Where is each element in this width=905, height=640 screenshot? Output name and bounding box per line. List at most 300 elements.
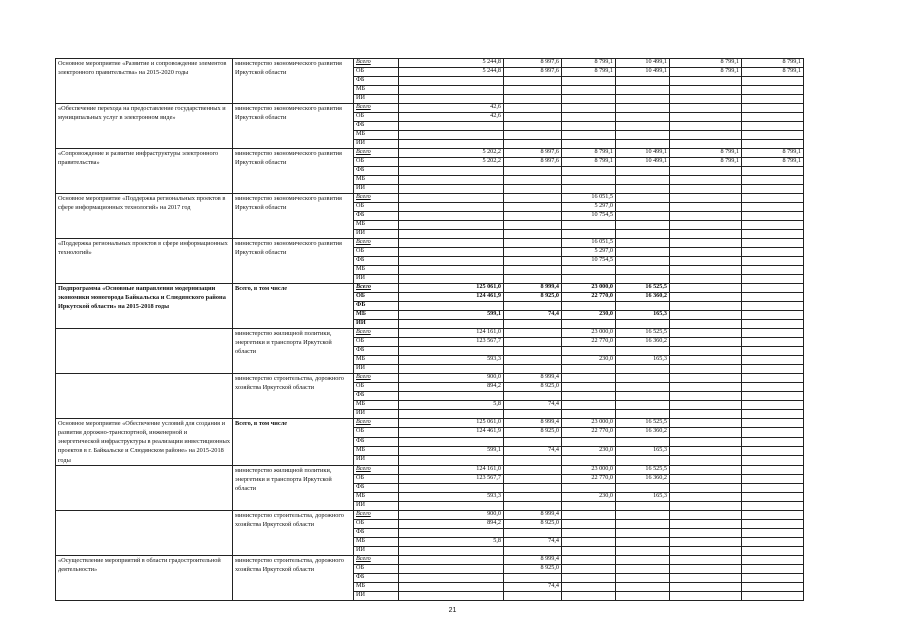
amount-cell <box>504 239 562 248</box>
funding-source-cell: ФБ <box>354 302 399 311</box>
table-row <box>56 59 804 68</box>
amount-cell: 22 770,0 <box>562 474 616 483</box>
amount-cell: 8 997,6 <box>504 68 562 77</box>
amount-cell <box>670 537 742 546</box>
amount-cell: 8 799,1 <box>562 149 616 158</box>
amount-cell <box>562 528 616 537</box>
table-row <box>56 329 804 338</box>
amount-cell: 42,6 <box>399 104 504 113</box>
funding-source-cell: ИИ <box>354 320 399 329</box>
amount-cell <box>616 573 670 582</box>
amount-cell <box>742 338 804 347</box>
funding-source-cell: МБ <box>354 311 399 320</box>
funding-source-cell: ОБ <box>354 248 399 257</box>
funding-source-cell: МБ <box>354 176 399 185</box>
amount-cell <box>616 203 670 212</box>
amount-cell: 900,0 <box>399 374 504 383</box>
amount-cell <box>504 248 562 257</box>
amount-cell: 74,4 <box>504 401 562 410</box>
amount-cell: 74,4 <box>504 537 562 546</box>
amount-cell <box>742 492 804 501</box>
amount-cell <box>399 275 504 284</box>
amount-cell: 8 799,1 <box>742 158 804 167</box>
table-row <box>56 149 804 158</box>
amount-cell: 123 567,7 <box>399 474 504 483</box>
amount-cell: 22 770,0 <box>562 293 616 302</box>
amount-cell: 8 925,0 <box>504 564 562 573</box>
amount-cell <box>399 257 504 266</box>
amount-cell <box>562 374 616 383</box>
funding-source-cell: Всего <box>354 465 399 474</box>
amount-cell: 8 925,0 <box>504 428 562 437</box>
amount-cell: 22 770,0 <box>562 338 616 347</box>
amount-cell: 8 925,0 <box>504 519 562 528</box>
amount-cell <box>562 410 616 419</box>
amount-cell <box>616 86 670 95</box>
amount-cell <box>562 95 616 104</box>
amount-cell <box>616 212 670 221</box>
amount-cell <box>562 77 616 86</box>
amount-cell: 125 061,0 <box>399 284 504 293</box>
amount-cell <box>504 392 562 401</box>
amount-cell <box>562 86 616 95</box>
amount-cell <box>670 212 742 221</box>
amount-cell <box>742 266 804 275</box>
funding-source-cell: Всего <box>354 149 399 158</box>
amount-cell <box>742 248 804 257</box>
amount-cell: 10 754,5 <box>562 257 616 266</box>
funding-source-cell: Всего <box>354 419 399 428</box>
amount-cell <box>616 95 670 104</box>
amount-cell <box>399 392 504 401</box>
amount-cell <box>742 474 804 483</box>
amount-cell <box>670 167 742 176</box>
amount-cell <box>399 185 504 194</box>
funding-source-cell: Всего <box>354 239 399 248</box>
amount-cell <box>562 347 616 356</box>
amount-cell <box>399 86 504 95</box>
amount-cell <box>562 131 616 140</box>
amount-cell <box>670 474 742 483</box>
amount-cell <box>616 437 670 446</box>
amount-cell <box>399 95 504 104</box>
amount-cell <box>742 564 804 573</box>
amount-cell <box>399 365 504 374</box>
amount-cell <box>504 546 562 555</box>
amount-cell <box>504 185 562 194</box>
funding-source-cell: ОБ <box>354 158 399 167</box>
amount-cell <box>504 266 562 275</box>
amount-cell <box>504 465 562 474</box>
amount-cell <box>504 122 562 131</box>
amount-cell <box>504 203 562 212</box>
amount-cell <box>616 546 670 555</box>
amount-cell <box>562 591 616 600</box>
amount-cell <box>562 230 616 239</box>
funding-source-cell: МБ <box>354 86 399 95</box>
amount-cell <box>562 501 616 510</box>
amount-cell <box>399 221 504 230</box>
amount-cell: 8 799,1 <box>670 68 742 77</box>
amount-cell: 16 051,5 <box>562 194 616 203</box>
funding-source-cell: МБ <box>354 131 399 140</box>
amount-cell <box>399 573 504 582</box>
amount-cell <box>670 266 742 275</box>
amount-cell <box>742 374 804 383</box>
amount-cell <box>562 437 616 446</box>
amount-cell <box>742 194 804 203</box>
amount-cell <box>504 194 562 203</box>
funding-source-cell: Всего <box>354 555 399 564</box>
amount-cell: 230,0 <box>562 311 616 320</box>
amount-cell: 5 244,8 <box>399 59 504 68</box>
amount-cell <box>504 257 562 266</box>
amount-cell <box>562 582 616 591</box>
amount-cell: 16 525,5 <box>616 419 670 428</box>
amount-cell <box>742 365 804 374</box>
amount-cell <box>562 483 616 492</box>
amount-cell: 8 999,4 <box>504 284 562 293</box>
amount-cell: 124 461,9 <box>399 428 504 437</box>
amount-cell: 593,3 <box>399 356 504 365</box>
table-row <box>56 104 804 113</box>
amount-cell <box>742 510 804 519</box>
amount-cell <box>742 401 804 410</box>
amount-cell <box>562 266 616 275</box>
amount-cell <box>399 320 504 329</box>
amount-cell <box>742 230 804 239</box>
amount-cell <box>504 483 562 492</box>
amount-cell <box>504 302 562 311</box>
amount-cell <box>616 392 670 401</box>
amount-cell <box>616 131 670 140</box>
amount-cell: 16 360,2 <box>616 293 670 302</box>
amount-cell <box>742 519 804 528</box>
funding-source-cell: ФБ <box>354 122 399 131</box>
table-row <box>56 374 804 383</box>
amount-cell <box>399 437 504 446</box>
funding-source-cell: МБ <box>354 537 399 546</box>
amount-cell: 5 244,8 <box>399 68 504 77</box>
funding-source-cell: МБ <box>354 401 399 410</box>
funding-source-cell: ИИ <box>354 546 399 555</box>
amount-cell <box>742 131 804 140</box>
funding-source-cell: Всего <box>354 284 399 293</box>
funding-source-cell: ИИ <box>354 456 399 465</box>
amount-cell <box>742 95 804 104</box>
amount-cell <box>742 582 804 591</box>
amount-cell: 8 925,0 <box>504 383 562 392</box>
funding-source-cell: ФБ <box>354 212 399 221</box>
funding-source-cell: ФБ <box>354 483 399 492</box>
amount-cell <box>399 456 504 465</box>
funding-source-cell: ОБ <box>354 113 399 122</box>
amount-cell: 599,1 <box>399 311 504 320</box>
amount-cell: 8 997,6 <box>504 149 562 158</box>
amount-cell: 22 770,0 <box>562 428 616 437</box>
amount-cell <box>742 383 804 392</box>
amount-cell <box>670 122 742 131</box>
amount-cell <box>562 167 616 176</box>
amount-cell: 8 799,1 <box>562 59 616 68</box>
amount-cell <box>742 311 804 320</box>
amount-cell <box>742 392 804 401</box>
table-row <box>56 419 804 428</box>
amount-cell: 10 499,1 <box>616 59 670 68</box>
funding-source-cell: Всего <box>354 59 399 68</box>
amount-cell <box>504 104 562 113</box>
amount-cell <box>670 311 742 320</box>
funding-source-cell: Всего <box>354 104 399 113</box>
amount-cell <box>562 383 616 392</box>
amount-cell <box>670 437 742 446</box>
amount-cell <box>670 519 742 528</box>
amount-cell <box>742 221 804 230</box>
amount-cell <box>742 446 804 455</box>
amount-cell: 23 000,0 <box>562 465 616 474</box>
amount-cell <box>616 501 670 510</box>
activity-name-cell: Основное мероприятие «Развитие и сопровождение элементов электронного правительства» на 2015-2020 годы <box>56 59 233 104</box>
amount-cell: 165,3 <box>616 446 670 455</box>
amount-cell <box>670 77 742 86</box>
funding-source-cell: Всего <box>354 374 399 383</box>
amount-cell <box>399 131 504 140</box>
amount-cell <box>742 555 804 564</box>
amount-cell <box>670 140 742 149</box>
amount-cell: 74,4 <box>504 582 562 591</box>
amount-cell <box>562 302 616 311</box>
funding-source-cell: ОБ <box>354 564 399 573</box>
activity-name-cell: Основное мероприятие «Поддержка региональных проектов в сфере информационных технологий» на 2017 год <box>56 194 233 239</box>
amount-cell <box>742 528 804 537</box>
amount-cell: 124 461,9 <box>399 293 504 302</box>
amount-cell: 16 360,2 <box>616 428 670 437</box>
amount-cell: 5 297,0 <box>562 248 616 257</box>
funding-source-cell: ОБ <box>354 383 399 392</box>
amount-cell: 8 799,1 <box>742 68 804 77</box>
amount-cell <box>616 221 670 230</box>
amount-cell <box>504 591 562 600</box>
funding-source-cell: ОБ <box>354 203 399 212</box>
funding-source-cell: ИИ <box>354 275 399 284</box>
funding-source-cell: ОБ <box>354 68 399 77</box>
amount-cell <box>742 176 804 185</box>
amount-cell <box>742 546 804 555</box>
funding-source-cell: ОБ <box>354 474 399 483</box>
amount-cell <box>616 555 670 564</box>
amount-cell <box>504 501 562 510</box>
funding-source-cell: МБ <box>354 266 399 275</box>
amount-cell <box>504 113 562 122</box>
table-row <box>56 555 804 564</box>
amount-cell: 8 999,4 <box>504 555 562 564</box>
amount-cell <box>616 248 670 257</box>
amount-cell <box>504 437 562 446</box>
amount-cell <box>742 573 804 582</box>
funding-source-cell: ОБ <box>354 293 399 302</box>
amount-cell: 8 999,4 <box>504 374 562 383</box>
amount-cell: 125 061,0 <box>399 419 504 428</box>
amount-cell <box>670 410 742 419</box>
executor-cell: Всего, в том числе <box>233 284 354 329</box>
executor-cell: министерство строительства, дорожного хозяйства Иркутской области <box>233 555 354 600</box>
amount-cell <box>670 221 742 230</box>
funding-source-cell: МБ <box>354 446 399 455</box>
amount-cell: 165,3 <box>616 311 670 320</box>
amount-cell <box>562 392 616 401</box>
amount-cell <box>399 582 504 591</box>
amount-cell <box>562 275 616 284</box>
amount-cell <box>670 591 742 600</box>
amount-cell <box>616 374 670 383</box>
amount-cell <box>504 86 562 95</box>
amount-cell <box>399 546 504 555</box>
amount-cell: 16 360,2 <box>616 474 670 483</box>
funding-source-cell: ИИ <box>354 410 399 419</box>
amount-cell <box>670 248 742 257</box>
executor-cell: министерство экономического развития Иркутской области <box>233 194 354 239</box>
amount-cell <box>742 104 804 113</box>
amount-cell <box>504 410 562 419</box>
amount-cell: 16 525,5 <box>616 284 670 293</box>
amount-cell <box>399 239 504 248</box>
amount-cell: 74,4 <box>504 446 562 455</box>
executor-cell: министерство строительства, дорожного хозяйства Иркутской области <box>233 374 354 419</box>
amount-cell: 8 799,1 <box>562 68 616 77</box>
amount-cell <box>399 194 504 203</box>
funding-source-cell: ИИ <box>354 140 399 149</box>
amount-cell <box>670 338 742 347</box>
funding-source-cell: ИИ <box>354 185 399 194</box>
amount-cell <box>399 528 504 537</box>
amount-cell <box>399 212 504 221</box>
amount-cell <box>742 483 804 492</box>
amount-cell <box>742 419 804 428</box>
amount-cell <box>616 483 670 492</box>
amount-cell <box>670 419 742 428</box>
amount-cell <box>670 131 742 140</box>
amount-cell <box>399 501 504 510</box>
amount-cell <box>742 437 804 446</box>
amount-cell <box>399 302 504 311</box>
funding-source-cell: ИИ <box>354 365 399 374</box>
funding-source-cell: МБ <box>354 582 399 591</box>
amount-cell <box>742 456 804 465</box>
amount-cell <box>616 113 670 122</box>
amount-cell <box>616 167 670 176</box>
amount-cell <box>616 176 670 185</box>
amount-cell <box>504 356 562 365</box>
amount-cell <box>742 329 804 338</box>
amount-cell <box>670 203 742 212</box>
amount-cell: 900,0 <box>399 510 504 519</box>
amount-cell <box>670 230 742 239</box>
amount-cell: 894,2 <box>399 383 504 392</box>
funding-source-cell: ОБ <box>354 519 399 528</box>
amount-cell: 10 499,1 <box>616 68 670 77</box>
amount-cell <box>562 564 616 573</box>
amount-cell <box>399 564 504 573</box>
amount-cell <box>742 284 804 293</box>
amount-cell: 74,4 <box>504 311 562 320</box>
amount-cell: 8 997,6 <box>504 158 562 167</box>
amount-cell: 124 161,0 <box>399 465 504 474</box>
amount-cell <box>670 365 742 374</box>
amount-cell <box>670 401 742 410</box>
amount-cell <box>616 185 670 194</box>
executor-cell: Всего, в том числе <box>233 419 354 466</box>
amount-cell <box>504 131 562 140</box>
amount-cell <box>616 230 670 239</box>
amount-cell <box>562 221 616 230</box>
amount-cell <box>616 194 670 203</box>
amount-cell <box>670 483 742 492</box>
activity-name-cell: «Обеспечение перехода на предоставление государственных и муниципальных услуг в электронном виде» <box>56 104 233 149</box>
amount-cell: 8 925,0 <box>504 293 562 302</box>
amount-cell <box>562 510 616 519</box>
amount-cell <box>399 176 504 185</box>
amount-cell <box>399 203 504 212</box>
amount-cell <box>616 104 670 113</box>
amount-cell: 599,1 <box>399 446 504 455</box>
amount-cell: 593,3 <box>399 492 504 501</box>
amount-cell: 8 799,1 <box>670 149 742 158</box>
funding-source-cell: ОБ <box>354 338 399 347</box>
funding-source-cell: Всего <box>354 510 399 519</box>
amount-cell <box>504 338 562 347</box>
amount-cell <box>742 212 804 221</box>
amount-cell <box>670 257 742 266</box>
amount-cell <box>742 302 804 311</box>
funding-source-cell: ФБ <box>354 167 399 176</box>
amount-cell: 5 202,2 <box>399 149 504 158</box>
activity-name-cell: «Осуществление мероприятий в области градостроительной деятельности» <box>56 555 233 600</box>
amount-cell: 8 999,4 <box>504 510 562 519</box>
amount-cell <box>399 410 504 419</box>
amount-cell: 165,3 <box>616 356 670 365</box>
executor-cell: министерство экономического развития Иркутской области <box>233 239 354 284</box>
amount-cell <box>742 320 804 329</box>
amount-cell <box>562 537 616 546</box>
amount-cell <box>670 275 742 284</box>
funding-source-cell: ФБ <box>354 573 399 582</box>
amount-cell <box>670 528 742 537</box>
amount-cell: 123 567,7 <box>399 338 504 347</box>
amount-cell <box>562 573 616 582</box>
amount-cell <box>504 320 562 329</box>
amount-cell: 10 754,5 <box>562 212 616 221</box>
amount-cell <box>562 365 616 374</box>
amount-cell <box>616 122 670 131</box>
amount-cell <box>504 573 562 582</box>
amount-cell <box>616 275 670 284</box>
amount-cell: 16 360,2 <box>616 338 670 347</box>
amount-cell <box>616 239 670 248</box>
table-row <box>56 194 804 203</box>
amount-cell <box>562 546 616 555</box>
amount-cell: 16 051,5 <box>562 239 616 248</box>
amount-cell <box>504 221 562 230</box>
funding-source-cell: ФБ <box>354 437 399 446</box>
amount-cell <box>670 284 742 293</box>
amount-cell <box>670 555 742 564</box>
amount-cell <box>504 329 562 338</box>
amount-cell <box>742 239 804 248</box>
executor-cell: министерство строительства, дорожного хозяйства Иркутской области <box>233 510 354 555</box>
amount-cell <box>670 347 742 356</box>
amount-cell <box>504 528 562 537</box>
amount-cell <box>670 113 742 122</box>
